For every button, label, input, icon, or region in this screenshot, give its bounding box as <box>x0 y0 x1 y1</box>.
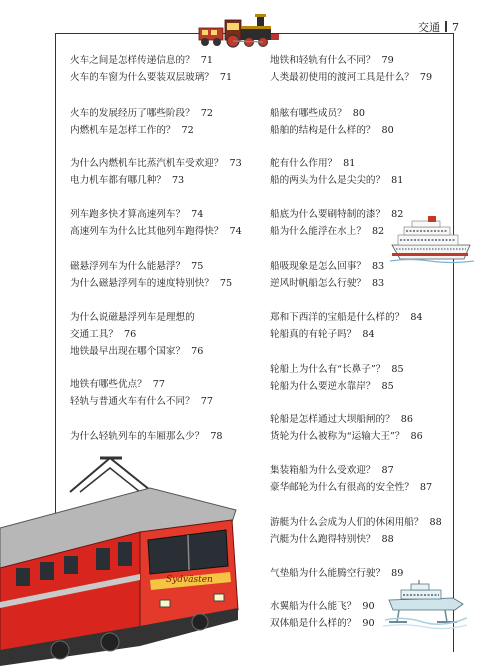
toc-entry[interactable]: 磁悬浮列车为什么能悬浮？ 75 <box>70 261 204 272</box>
toc-entry[interactable]: 船底为什么要刷特制的漆？ 82 <box>270 209 404 220</box>
header-divider <box>445 21 447 32</box>
toc-entry[interactable]: 为什么轻轨列车的车厢那么少？ 78 <box>70 431 223 442</box>
hydrofoil-illustration <box>383 578 467 634</box>
toc-entry[interactable]: 火车之间是怎样传递信息的？ 71 <box>70 55 213 66</box>
toc-entry[interactable]: 内燃机车是怎样工作的？ 72 <box>70 125 194 136</box>
toc-entry[interactable]: 电力机车都有哪几种？ 73 <box>70 175 185 186</box>
toc-entry[interactable]: 豪华邮轮为什么有很高的安全性？ 87 <box>270 482 433 493</box>
locomotive-logo-text: Sydvästen <box>166 575 213 585</box>
page-header <box>418 19 459 35</box>
toc-entry[interactable]: 轮船真的有轮子吗？ 84 <box>270 329 375 340</box>
toc-entry[interactable]: 为什么磁悬浮列车的速度特别快？ 75 <box>70 278 233 289</box>
toc-entry[interactable]: 交通工具？ 76 <box>70 329 137 340</box>
toc-entry[interactable]: 气垫船为什么能腾空行驶？ 89 <box>270 568 404 579</box>
toc-entry[interactable]: 船舶的结构是什么样的？ 80 <box>270 125 394 136</box>
steam-locomotive-illustration <box>197 12 283 48</box>
toc-entry[interactable]: 游艇为什么会成为人们的休闲用船？ 88 <box>270 517 442 528</box>
cruise-ship-illustration <box>390 215 474 267</box>
toc-entry[interactable]: 地铁和轻轨有什么不同？ 79 <box>270 55 394 66</box>
toc-entry[interactable]: 轮船为什么要逆水靠岸？ 85 <box>270 381 394 392</box>
page-number: 7 <box>452 21 459 34</box>
toc-entry[interactable]: 舵有什么作用？ 81 <box>270 158 356 169</box>
toc-entry[interactable]: 地铁有哪些优点？ 77 <box>70 379 165 390</box>
toc-entry[interactable]: 集装箱船为什么受欢迎？ 87 <box>270 465 394 476</box>
toc-entry[interactable]: 双体船是什么样的？ 90 <box>270 618 375 629</box>
section-title: 交通 <box>418 21 440 34</box>
toc-entry[interactable]: 人类最初使用的渡河工具是什么？ 79 <box>270 72 433 83</box>
toc-entry[interactable]: 为什么内燃机车比蒸汽机车受欢迎？ 73 <box>70 158 242 169</box>
toc-entry[interactable]: 逆风时帆船怎么行驶？ 83 <box>270 278 385 289</box>
toc-entry[interactable]: 轮船上为什么有“长鼻子”？ 85 <box>270 364 404 375</box>
toc-entry[interactable]: 高速列车为什么比其他列车跑得快？ 74 <box>70 226 242 237</box>
toc-entry[interactable]: 列车跑多快才算高速列车？ 74 <box>70 209 204 220</box>
toc-entry[interactable]: 船舷有哪些成员？ 80 <box>270 108 365 119</box>
toc-entry[interactable]: 轻轨与普通火车有什么不同？ 77 <box>70 396 213 407</box>
toc-entry[interactable]: 火车的车窗为什么要装双层玻璃？ 71 <box>70 72 233 83</box>
toc-entry[interactable]: 轮船是怎样通过大坝船闸的？ 86 <box>270 414 413 425</box>
toc-entry[interactable]: 船吸现象是怎么回事？ 83 <box>270 261 385 272</box>
toc-entry[interactable]: 货轮为什么被称为“运输大王”？ 86 <box>270 431 423 442</box>
toc-entry[interactable]: 地铁最早出现在哪个国家？ 76 <box>70 346 204 357</box>
toc-entry[interactable]: 水翼船为什么能飞？ 90 <box>270 601 375 612</box>
toc-entry[interactable]: 火车的发展经历了哪些阶段？ 72 <box>70 108 213 119</box>
toc-entry[interactable]: 为什么说磁悬浮列车是理想的 <box>70 312 195 323</box>
toc-entry[interactable]: 郑和下西洋的宝船是什么样的？ 84 <box>270 312 423 323</box>
toc-entry[interactable]: 船为什么能浮在水上？ 82 <box>270 226 385 237</box>
toc-entry[interactable]: 船的两头为什么是尖尖的？ 81 <box>270 175 404 186</box>
toc-entry[interactable]: 汽艇为什么跑得特别快？ 88 <box>270 534 394 545</box>
electric-locomotive-illustration <box>0 450 250 666</box>
